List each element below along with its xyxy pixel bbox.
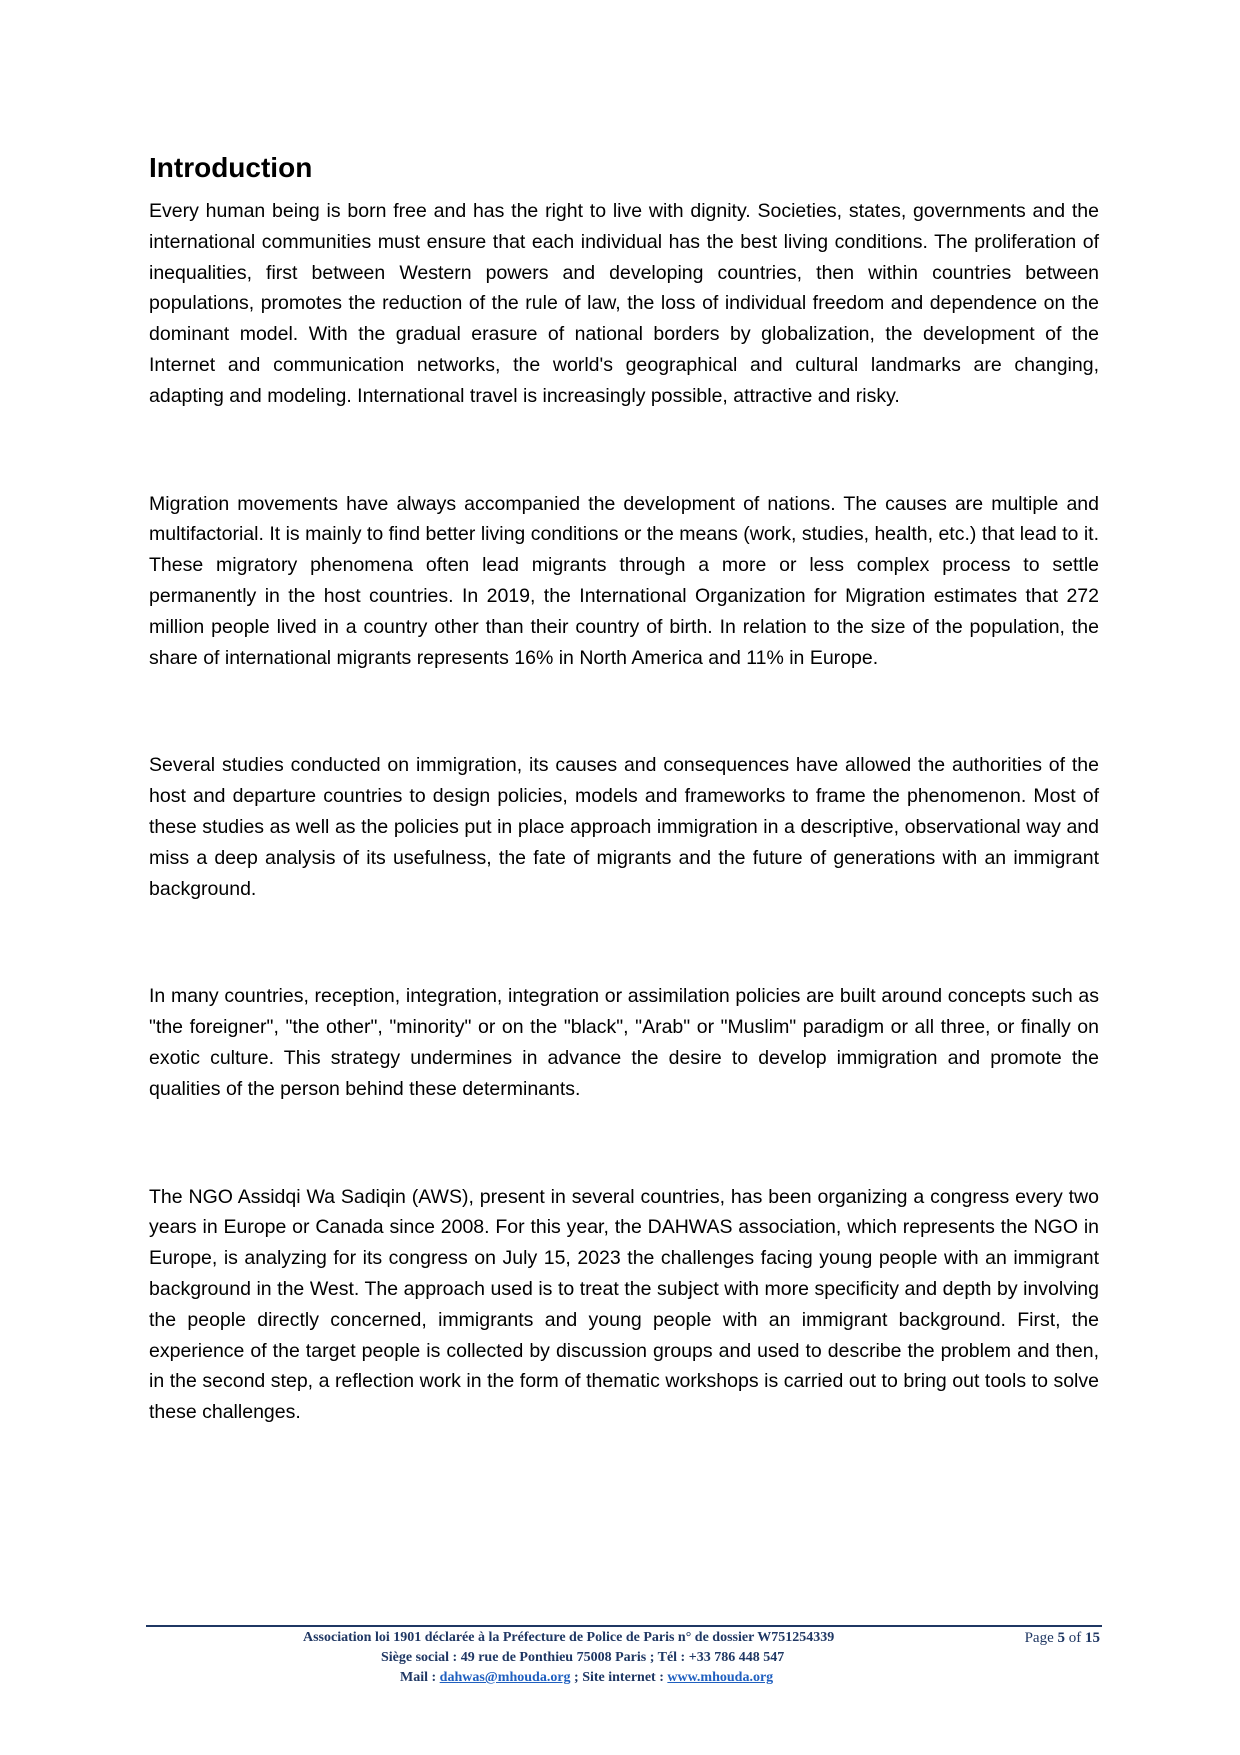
paragraph-2: Migration movements have always accompanied the development of nations. The causes are multiple and multifactorial. It is mainly to find better living conditions or the means (work, studies, health, etc.) that lead to it. These migratory phenomena often lead migrants through a more or less complex process to settle permanently in the host countries. In 2019, the International Organization for Migration estimates that 272 million people lived in a country other than their country of birth. In relation to the size of the population, the share of international migrants represents 16% in North America and 11% in Europe. <box>149 492 1099 669</box>
paragraph-1: Every human being is born free and has the right to live with dignity. Societies, states, governments and the international communities must ensure that each individual has the best living conditions. The proliferation of inequalities, first between Western powers and developing countries, then within countries between populations, promotes the reduction of the rule of law, the loss of individual freedom and dependence on the dominant model. With the gradual erasure of national borders by globalization, the development of the Internet and communication networks, the world's geographical and cultural landmarks are changing, adapting and modeling. International travel is increasingly possible, attractive and risky. <box>149 200 1099 407</box>
website-link[interactable]: www.mhouda.org <box>667 1670 774 1685</box>
paragraph-4: In many countries, reception, integration, integration or assimilation policies are built around concepts such as "the foreigner", "the other", "minority" or on the "black", "Arab" or "Muslim" paradigm or all three, or finally on exotic culture. This strategy undermines in advance the desire to develop immigration and promote the qualities of the person behind these determinants. <box>149 985 1099 1100</box>
page-current: 5 <box>1057 1630 1065 1646</box>
page-footer <box>146 1630 1102 1690</box>
footer-contact <box>400 1670 773 1686</box>
page-number <box>1025 1630 1100 1647</box>
paragraph-5: The NGO Assidqi Wa Sadiqin (AWS), present in several countries, has been organizing a congress every two years in Europe or Canada since 2008. For this year, the DAHWAS association, which represents the NGO in Europe, is analyzing for its congress on July 15, 2023 the challenges facing young people with an immigrant background in the West. The approach used is to treat the subject with more specificity and depth by involving the people directly concerned, immigrants and young people with an immigrant background. First, the experience of the target people is collected by discussion groups and used to describe the problem and then, in the second step, a reflection work in the form of thematic workshops is carried out to bring out tools to solve these challenges. <box>149 1185 1099 1424</box>
site-label: ; Site internet : <box>570 1670 668 1685</box>
mail-label: Mail : <box>400 1670 440 1685</box>
page-of: of <box>1065 1630 1085 1646</box>
footer-registration: Association loi 1901 déclarée à la Préfecture de Police de Paris n° de dossier W751254339 <box>303 1630 835 1645</box>
page-total: 15 <box>1085 1630 1100 1646</box>
paragraph-3: Several studies conducted on immigration, its causes and consequences have allowed the authorities of the host and departure countries to design policies, models and frameworks to frame the phenomenon. Most of these studies as well as the policies put in place approach immigration in a descriptive, observational way and miss a deep analysis of its usefulness, the fate of migrants and the future of generations with an immigrant background. <box>149 754 1099 900</box>
page-body <box>149 150 1099 1428</box>
footer-divider <box>146 1625 1102 1627</box>
section-heading: Introduction <box>149 152 313 183</box>
footer-address: Siège social : 49 rue de Ponthieu 75008 Paris ; Tél : +33 786 448 547 <box>381 1650 785 1665</box>
email-link[interactable]: dahwas@mhouda.org <box>439 1670 571 1685</box>
page-label: Page <box>1024 1630 1058 1646</box>
